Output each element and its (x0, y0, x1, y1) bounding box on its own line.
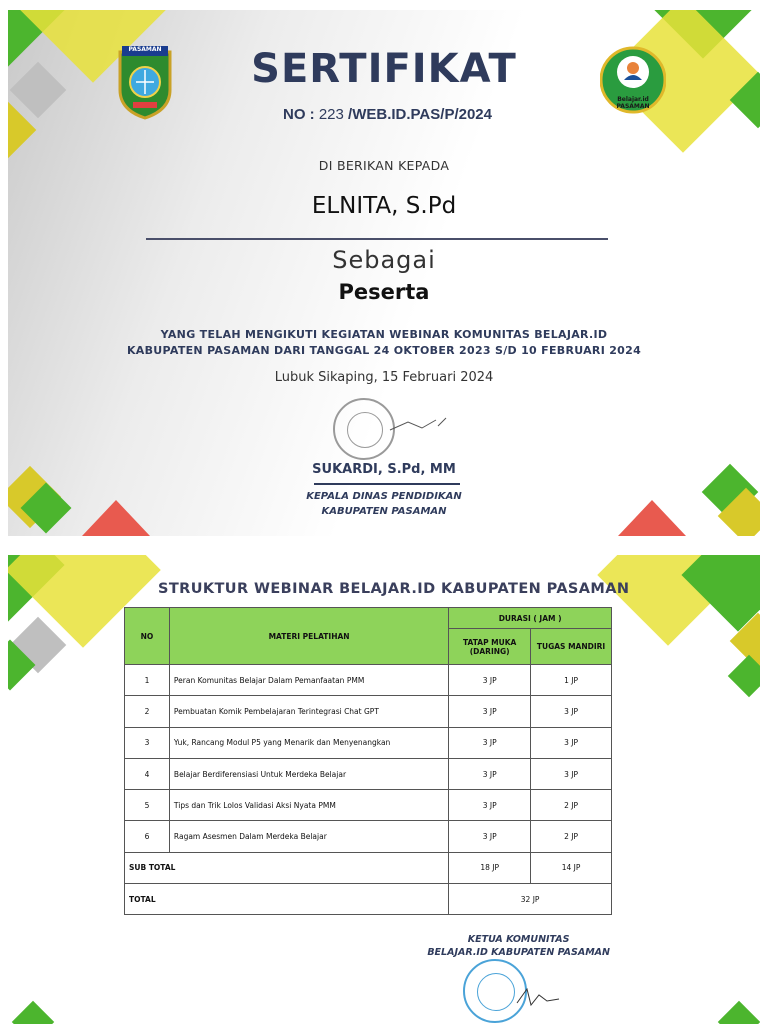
table-header-row (125, 608, 612, 629)
cell-material: Belajar Berdiferensiasi Untuk Merdeka Belajar (169, 758, 448, 789)
recipient-name: ELNITA, S.Pd (311, 193, 457, 219)
cell-independent: 3 JP (531, 696, 612, 727)
certificate-title: SERTIFIKAT (251, 46, 517, 92)
cell-online: 3 JP (449, 727, 531, 758)
total-row (125, 884, 612, 915)
cell-online: 3 JP (449, 665, 531, 696)
table-row (125, 821, 612, 852)
subtotal-independent: 14 JP (531, 852, 612, 883)
place-date: Lubuk Sikaping, 15 Februari 2024 (274, 370, 494, 385)
subtotal-online: 18 JP (449, 852, 531, 883)
signer-title-line: KEPALA DINAS PENDIDIKAN (306, 491, 462, 502)
cell-material: Tips dan Trik Lolos Validasi Aksi Nyata PMM (169, 790, 448, 821)
cell-online: 3 JP (449, 790, 531, 821)
certificate-number (283, 106, 492, 123)
chair-title-line: BELAJAR.ID KABUPATEN PASAMAN (427, 947, 610, 958)
cell-no: 1 (125, 665, 170, 696)
structure-title: STRUKTUR WEBINAR BELAJAR.ID KABUPATEN PASAMAN (158, 581, 630, 597)
table-row (125, 696, 612, 727)
deco-green-diamond (718, 1001, 760, 1024)
divider-line (146, 238, 608, 240)
cell-no: 5 (125, 790, 170, 821)
chair-title-line: KETUA KOMUNITAS (467, 934, 570, 945)
cell-no: 6 (125, 821, 170, 852)
belajar-id-logo-text: Belajar.id PASAMAN (616, 96, 650, 110)
pasaman-logo-text: PASAMAN (128, 46, 162, 53)
cell-no: 3 (125, 727, 170, 758)
description-line: KABUPATEN PASAMAN DARI TANGGAL 24 OKTOBER 2023 S/D 10 FEBRUARI 2024 (126, 344, 642, 357)
col-header-duration: DURASI ( JAM ) (449, 608, 612, 629)
signature-mark (388, 416, 448, 436)
table-row (125, 665, 612, 696)
chair-title (427, 933, 610, 959)
cell-material: Peran Komunitas Belajar Dalam Pemanfaatan PMM (169, 665, 448, 696)
cell-independent: 3 JP (531, 727, 612, 758)
cell-independent: 2 JP (531, 790, 612, 821)
cell-material: Yuk, Rancang Modul P5 yang Menarik dan Menyenangkan (169, 727, 448, 758)
cell-no: 4 (125, 758, 170, 789)
cell-online: 3 JP (449, 758, 531, 789)
description-line: YANG TELAH MENGIKUTI KEGIATAN WEBINAR KOMUNITAS BELAJAR.ID (160, 328, 608, 341)
chair-signature-mark (513, 985, 573, 1009)
signer-title (8, 489, 760, 519)
deco-green-diamond (12, 1001, 54, 1024)
signer-underline (314, 483, 460, 485)
col-header-online: TATAP MUKA (DARING) (449, 629, 531, 665)
cell-online: 3 JP (449, 821, 531, 852)
subtotal-row (125, 852, 612, 883)
certificate-number-prefix: NO : (283, 106, 315, 123)
subtotal-label: SUB TOTAL (125, 852, 449, 883)
certificate-description (8, 327, 760, 359)
deco-green-diamond (728, 655, 760, 697)
cell-material: Pembuatan Komik Pembelajaran Terintegrasi Chat GPT (169, 696, 448, 727)
certificate-number-value: 223 (318, 106, 344, 123)
col-header-no: NO (125, 608, 170, 665)
cell-no: 2 (125, 696, 170, 727)
table-row (125, 790, 612, 821)
structure-table (124, 607, 612, 915)
table-row (125, 727, 612, 758)
cell-independent: 1 JP (531, 665, 612, 696)
cell-material: Ragam Asesmen Dalam Merdeka Belajar (169, 821, 448, 852)
table-row (125, 758, 612, 789)
certificate-page (8, 10, 760, 536)
signer-title-line: KABUPATEN PASAMAN (321, 506, 447, 517)
given-to-label: DI BERIKAN KEPADA (318, 158, 450, 173)
official-stamp (333, 398, 395, 460)
structure-page (8, 555, 760, 1024)
total-label: TOTAL (125, 884, 449, 915)
col-header-material: MATERI PELATIHAN (169, 608, 448, 665)
cell-independent: 2 JP (531, 821, 612, 852)
cell-online: 3 JP (449, 696, 531, 727)
cell-independent: 3 JP (531, 758, 612, 789)
total-value: 32 JP (449, 884, 612, 915)
certificate-number-suffix: /WEB.ID.PAS/P/2024 (348, 106, 492, 123)
as-label: Sebagai (332, 246, 436, 274)
signer-name: SUKARDI, S.Pd, MM (312, 462, 456, 477)
participant-role: Peserta (338, 280, 430, 304)
col-header-independent: TUGAS MANDIRI (531, 629, 612, 665)
